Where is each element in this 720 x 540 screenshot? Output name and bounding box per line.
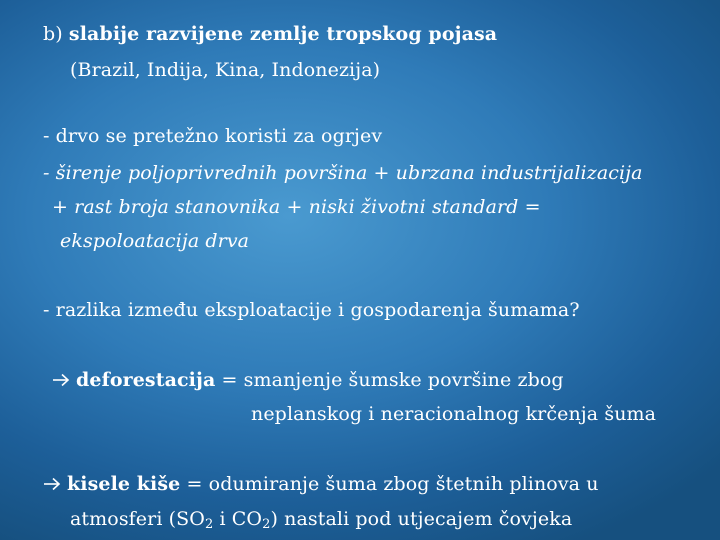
- point-expansion-line2: + rast broja stanovnika + niski životni standard =: [52, 196, 541, 218]
- acid-rain-line2-b: i CO: [213, 508, 263, 530]
- heading-b: [43, 22, 497, 46]
- right-arrow-icon: [52, 373, 70, 387]
- heading-title: slabije razvijene zemlje tropskog pojasa: [68, 23, 498, 45]
- deforestation-line1: [52, 368, 564, 392]
- deforestation-definition: = smanjenje šumske površine zbog: [215, 369, 564, 391]
- acid-rain-line2-a: atmosferi (SO: [70, 508, 205, 530]
- deforestation-term: deforestacija: [76, 369, 216, 391]
- heading-countries: (Brazil, Indija, Kina, Indonezija): [70, 59, 381, 81]
- acid-rain-line2: [70, 507, 572, 531]
- right-arrow-icon: [43, 477, 61, 491]
- point-question: - razlika između eksploatacije i gospodarenja šumama?: [43, 299, 580, 321]
- co2-subscript: 2: [262, 517, 271, 532]
- deforestation-line2: neplanskog i neracionalnog krčenja šuma: [251, 403, 657, 425]
- acid-rain-term: kisele kiše: [67, 473, 181, 495]
- heading-prefix: b): [43, 23, 63, 45]
- so2-subscript: 2: [204, 517, 214, 532]
- acid-rain-line1: [43, 472, 599, 496]
- acid-rain-definition: = odumiranje šuma zbog štetnih plinova u: [180, 473, 599, 495]
- point-expansion-line3: ekspoloatacija drva: [60, 230, 250, 252]
- point-expansion-line1: - širenje poljoprivrednih površina + ubrzana industrijalizacija: [43, 162, 643, 184]
- acid-rain-line2-c: ) nastali pod utjecajem čovjeka: [270, 508, 573, 530]
- point-wood-use: - drvo se pretežno koristi za ogrjev: [43, 125, 383, 147]
